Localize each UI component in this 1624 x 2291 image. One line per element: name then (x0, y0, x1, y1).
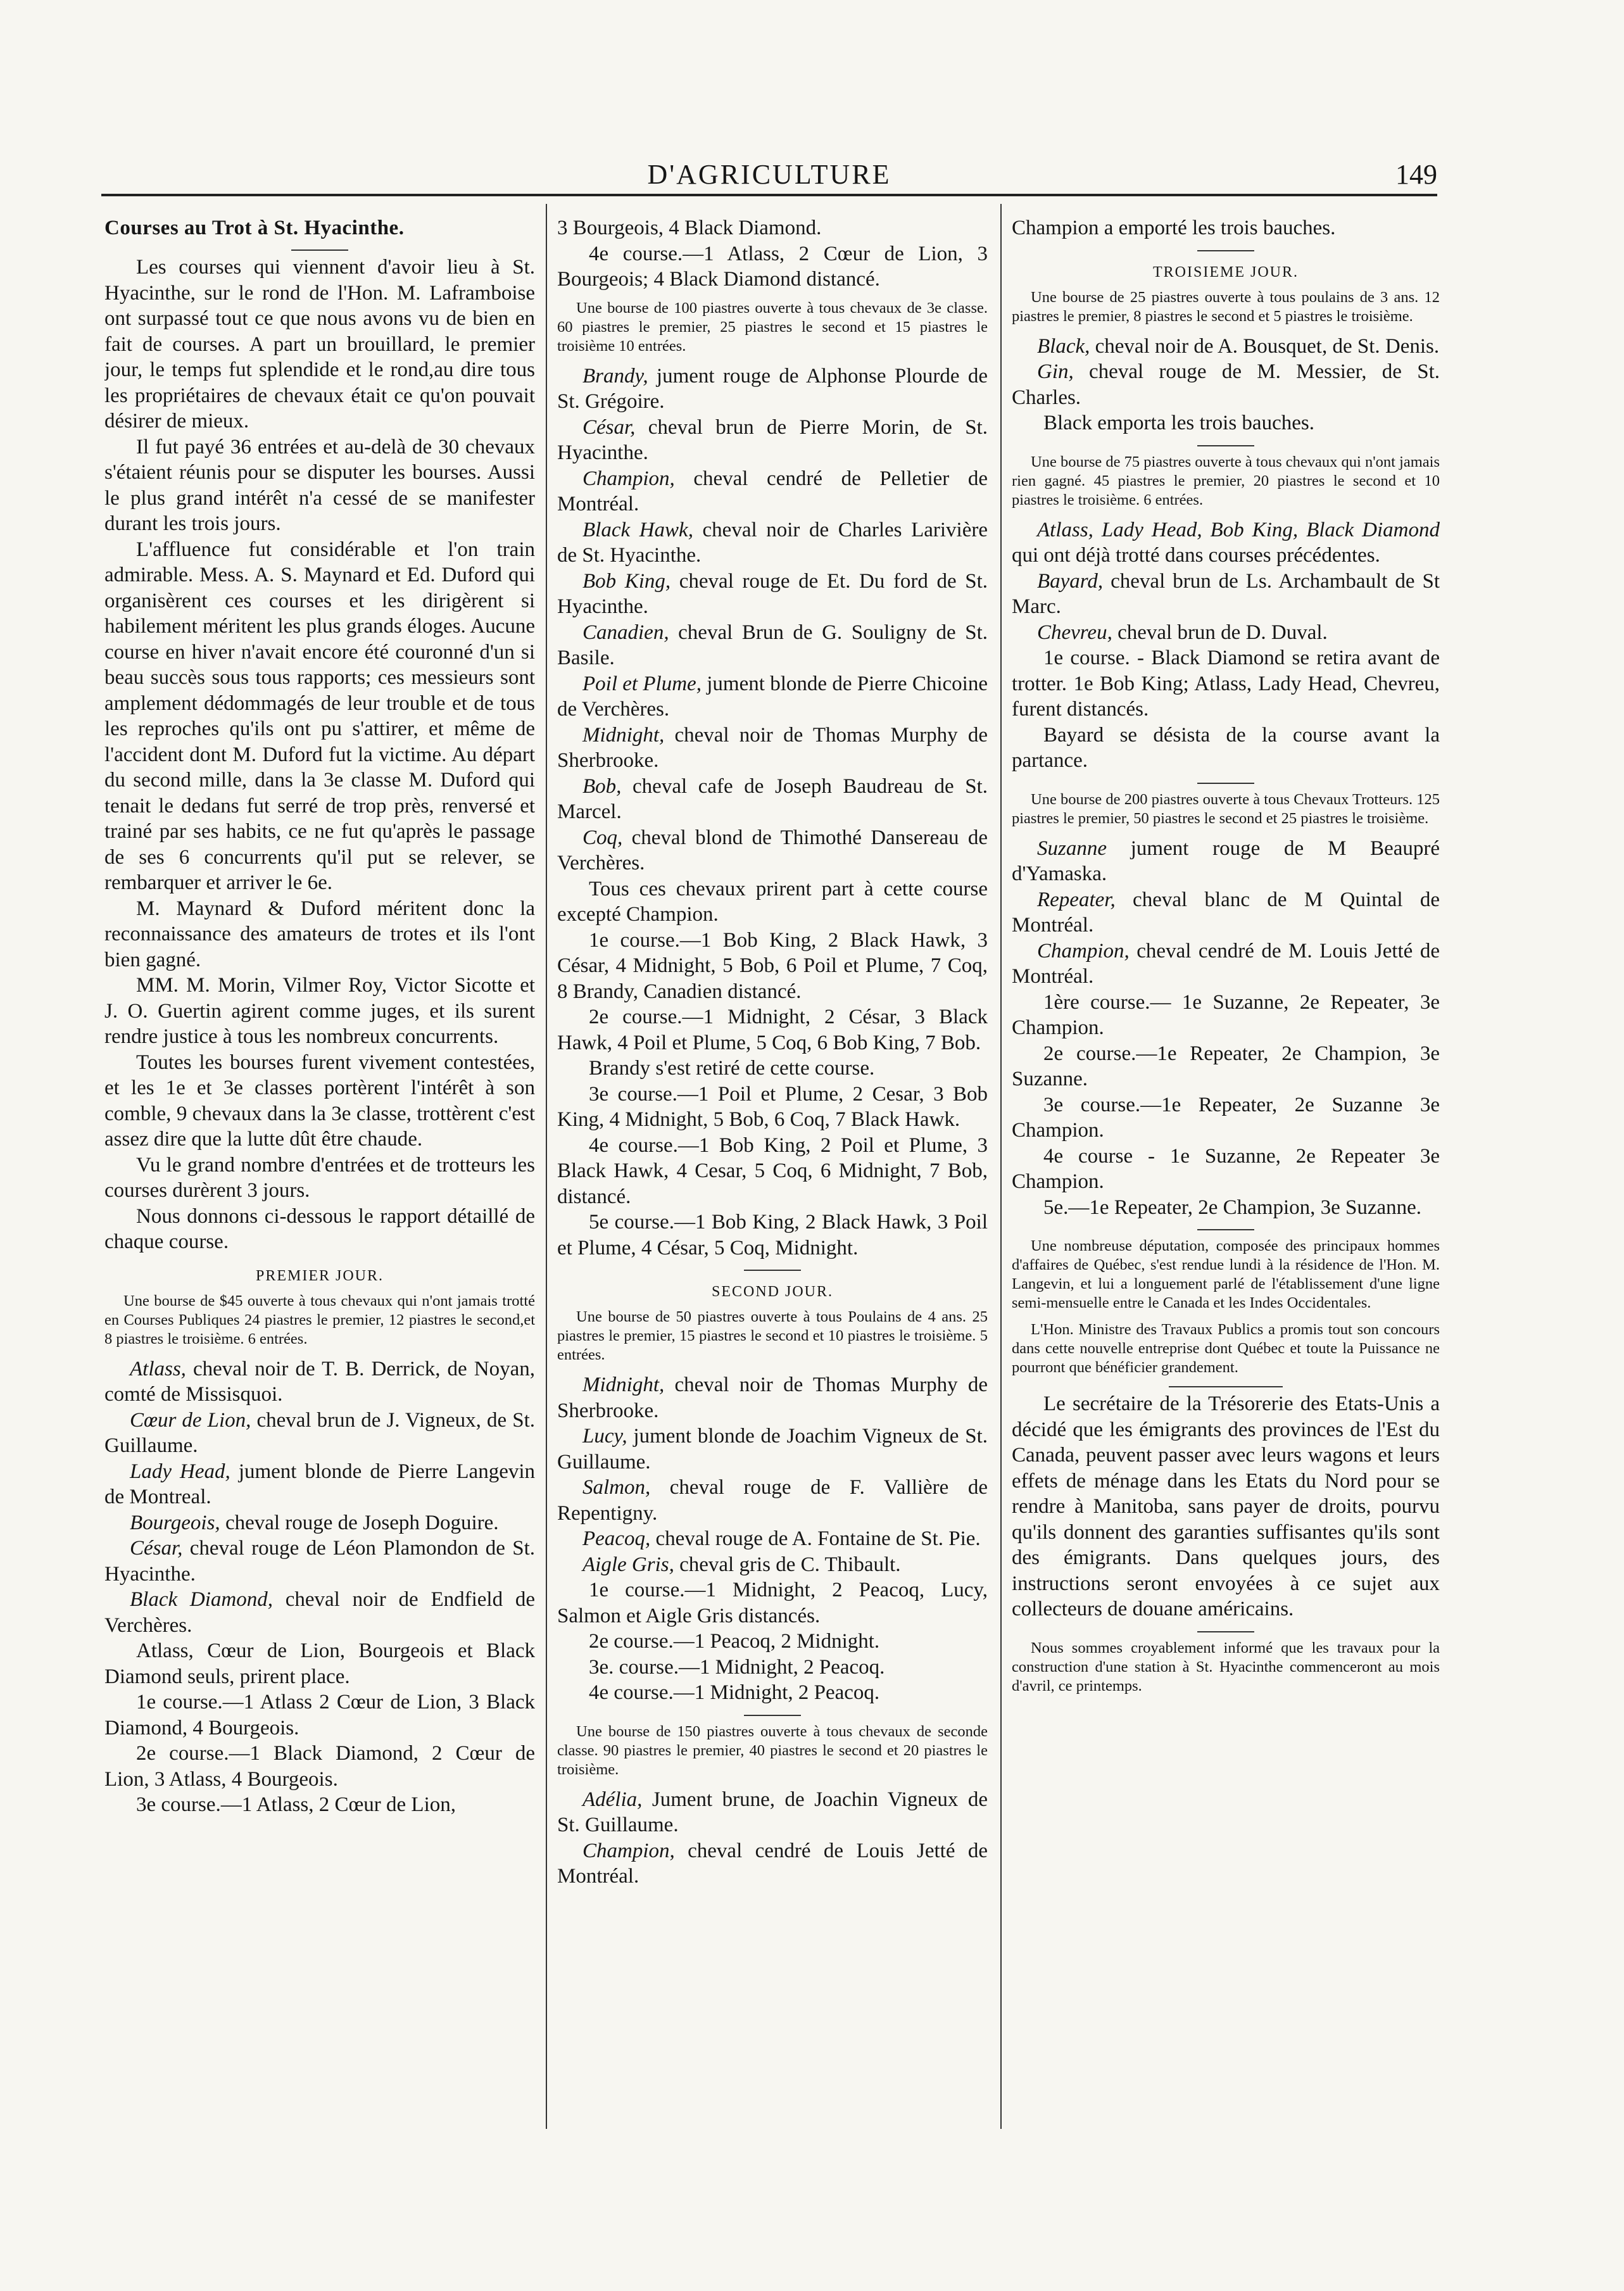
horse-entry (1012, 334, 1440, 360)
paragraph: 1e course. - Black Diamond se retira avant de trotter. 1e Bob King; Atlass, Lady Head, Chevreu, furent distancés. (1012, 647, 1440, 721)
section-separator (1197, 1229, 1254, 1230)
horse-description: cheval rouge de F. Vallière de Repentigny. (557, 1476, 988, 1525)
horse-entry (557, 1526, 988, 1552)
section-separator (744, 1270, 801, 1271)
small-print-notice: Une bourse de 150 piastres ouverte à tous chevaux de seconde classe. 90 piastres le premier, 40 piastres le second et 20 piastres le troisième. (557, 1722, 988, 1778)
paragraph: M. Maynard & Duford méritent donc la reconnaissance des amateurs de trotes et ils l'ont bien gagné. (104, 897, 535, 971)
running-title: D'AGRICULTURE (647, 159, 891, 190)
horse-entry (104, 1459, 535, 1510)
horse-name: Adélia, (582, 1788, 643, 1811)
section-separator (1197, 250, 1254, 251)
horse-name: Gin, (1037, 360, 1074, 383)
horse-entry (557, 569, 988, 620)
horse-description: cheval brun de J. Vigneux, de St. Guillaume. (104, 1408, 535, 1457)
column-1 (104, 215, 535, 1818)
horse-entry (557, 517, 988, 569)
small-print-notice: L'Hon. Ministre des Travaux Publics a promis tout son concours dans cette nouvelle entreprise dont Québec et toute la Puissance ne pourront que bénéficier grandement. (1012, 1321, 1440, 1376)
horse-name: Canadien, (582, 621, 669, 644)
horse-name: Atlass, Lady Head, Bob King, Black Diamond (1037, 518, 1440, 541)
horse-description: jument rouge de Alphonse Plourde de St. Grégoire. (557, 364, 988, 413)
horse-entry (1012, 359, 1440, 410)
horse-entry (557, 1372, 988, 1423)
paragraph: 3e. course.—1 Midnight, 2 Peacoq. (589, 1655, 885, 1679)
horse-name: César, (582, 415, 636, 439)
horse-description: cheval rouge de Joseph Doguire. (220, 1511, 499, 1534)
horse-entry (557, 774, 988, 825)
horse-description: cheval rouge de M. Messier, de St. Charles. (1012, 360, 1440, 409)
paragraph: L'affluence fut considérable et l'on train admirable. Mess. A. S. Maynard et Ed. Duford qui organisèrent ces courses et les dirigèrent si habilement méritent les plus grands éloges. Aucune course en hiver n'avait encore été couronné d'un si beau succès sous tous rapports; ces messieurs sont amplement dédommagés de leur trouble et de tous les reproches qu'ils ont pu s'attirer, et même de l'accident dont M. Duford fut la victime. Au départ du second mille, dans la 3e classe M. Duford qui tenait le dedans fut serré de trop près, renversé et trainé par ses habits, ce ne fut qu'après le passage de ses 6 concurrents qu'il put se relever, se rembarquer et arriver le 6e. (104, 538, 535, 894)
section-separator (1197, 783, 1254, 784)
paragraph: Brandy s'est retiré de cette course. (589, 1057, 875, 1080)
horse-entry (104, 1510, 535, 1536)
horse-name: Midnight, (582, 723, 665, 747)
horse-description: jument rouge de M Beaupré d'Yamaska. (1012, 836, 1440, 885)
horse-description: jument blonde de Pierre Chicoine de Verchères. (557, 672, 988, 721)
horse-name: Chevreu, (1037, 621, 1112, 644)
article-heading: Courses au Trot à St. Hyacinthe. (104, 217, 405, 239)
horse-name: Salmon, (582, 1476, 651, 1499)
horse-entry (104, 1536, 535, 1587)
paragraph: 5e course.—1 Bob King, 2 Black Hawk, 3 Poil et Plume, 4 César, 5 Coq, Midnight. (557, 1211, 988, 1259)
horse-name: Black Hawk, (582, 518, 693, 541)
paragraph: 4e course.—1 Atlass, 2 Cœur de Lion, 3 Bourgeois; 4 Black Diamond distancé. (557, 242, 988, 291)
horse-description: cheval rouge de Léon Plamondon de St. Hyacinthe. (104, 1537, 535, 1586)
paragraph: Atlass, Cœur de Lion, Bourgeois et Black Diamond seuls, prirent place. (104, 1639, 535, 1688)
paragraph: 1e course.—1 Midnight, 2 Peacoq, Lucy, Salmon et Aigle Gris distancés. (557, 1579, 988, 1627)
horse-description: cheval cendré de Louis Jetté de Montréal. (557, 1839, 988, 1888)
horse-name: Bourgeois, (130, 1511, 220, 1534)
horse-description: cheval brun de Pierre Morin, de St. Hyacinthe. (557, 415, 988, 464)
horse-description: cheval brun de D. Duval. (1112, 621, 1328, 644)
horse-name: César, (130, 1537, 183, 1560)
paragraph: Bayard se désista de la course avant la partance. (1012, 723, 1440, 772)
horse-name: Bob, (582, 774, 622, 798)
small-print-notice: Une bourse de 75 piastres ouverte à tous chevaux qui n'ont jamais rien gagné. 45 piastres le premier, 20 piastres le second et 10 piastres le troisième. 6 entrées. (1012, 453, 1440, 508)
horse-entry (557, 620, 988, 671)
paragraph: 1e course.—1 Atlass 2 Cœur de Lion, 3 Black Diamond, 4 Bourgeois. (104, 1691, 535, 1739)
paragraph: Black emporta les trois bauches. (1043, 412, 1314, 434)
horse-description: Jument brune, de Joachin Vigneux de St. Guillaume. (557, 1788, 988, 1836)
page-header (101, 158, 1437, 190)
paragraph: 3 Bourgeois, 4 Black Diamond. (557, 217, 822, 239)
column-divider-1 (546, 204, 547, 2129)
horse-entry (557, 415, 988, 466)
small-print-notice: Une bourse de 100 piastres ouverte à tous chevaux de 3e classe. 60 piastres le premier, 25 piastres le second et 15 piastres le troisième 10 entrées. (557, 299, 988, 355)
horse-entry (557, 1838, 988, 1890)
section-separator (1197, 1631, 1254, 1632)
horse-description: jument blonde de Pierre Langevin de Montreal. (104, 1460, 535, 1508)
horse-name: Champion, (582, 467, 675, 490)
horse-entry (1012, 569, 1440, 620)
paragraph: Le secrétaire de la Trésorerie des Etats-Unis a décidé que les émigrants des provinces de l'Est du Canada, peuvent passer avec leurs wagons et leurs effets de ménage dans les Etats du Nord pour se rendre à Manitoba, sans payer de droits, pourvu qu'ils donnent des garanties suffisantes qu'ils sont des émigrants. Dans quelques jours, des instructions seront envoyées à ce sujet aux collecteurs de douane américains. (1012, 1392, 1440, 1620)
horse-description: cheval rouge de A. Fontaine de St. Pie. (650, 1527, 981, 1550)
horse-description: cheval noir de Thomas Murphy de Sherbrooke. (557, 1373, 988, 1422)
horse-name: Black Diamond, (130, 1588, 273, 1611)
paragraph: 2e course.—1 Midnight, 2 César, 3 Black Hawk, 4 Poil et Plume, 5 Coq, 6 Bob King, 7 Bob. (557, 1006, 988, 1054)
horse-entry (1012, 836, 1440, 887)
horse-name: Lady Head, (130, 1460, 230, 1483)
paragraph: 3e course.—1e Repeater, 2e Suzanne 3e Champion. (1012, 1093, 1440, 1142)
horse-description: cheval cafe de Joseph Baudreau de St. Marcel. (557, 774, 988, 823)
horse-entry (557, 466, 988, 517)
section-separator (744, 1715, 801, 1716)
horse-name: Bayard, (1037, 569, 1104, 593)
horse-description: jument blonde de Joachim Vigneux de St. Guillaume. (557, 1425, 988, 1474)
paragraph: 4e course - 1e Suzanne, 2e Repeater 3e Champion. (1012, 1144, 1440, 1193)
paragraph: 2e course.—1e Repeater, 2e Champion, 3e Suzanne. (1012, 1042, 1440, 1090)
horse-entry (104, 1587, 535, 1638)
horse-description: cheval blond de Thimothé Dansereau de Verchères. (557, 826, 988, 874)
paragraph: Il fut payé 36 entrées et au-delà de 30 chevaux s'étaient réunis pour se disputer les bourses. Aussi le plus grand intérêt n'a cessé de se manifester durant les trois jours. (104, 435, 535, 535)
paragraph: Les courses qui viennent d'avoir lieu à St. Hyacinthe, sur le rond de l'Hon. M. Laframboise ont surpassé tout ce que nous avons vu de bien en fait de courses. A part un brouillard, le premier jour, le temps fut splendide et le rond,au dire tous les propriétaires de chevaux était ce qu'on pouvait désirer de mieux. (104, 256, 535, 432)
horse-description: cheval noir de T. B. Derrick, de Noyan, comté de Missisquoi. (104, 1357, 535, 1406)
horse-description: cheval noir de Endfield de Verchères. (104, 1588, 535, 1637)
horse-description: cheval cendré de M. Louis Jetté de Montréal. (1012, 939, 1440, 988)
paragraph: 2e course.—1 Black Diamond, 2 Cœur de Lion, 3 Atlass, 4 Bourgeois. (104, 1742, 535, 1791)
horse-description: qui ont déjà trotté dans courses précédentes. (1012, 544, 1380, 567)
horse-entry (1012, 938, 1440, 990)
paragraph: 5e.—1e Repeater, 2e Champion, 3e Suzanne. (1043, 1196, 1422, 1219)
horse-description: cheval noir de Thomas Murphy de Sherbrooke. (557, 723, 988, 772)
horse-entry (557, 723, 988, 774)
small-print-notice: Une bourse de $45 ouverte à tous chevaux qui n'ont jamais trotté en Courses Publiques 24 piastres le premier, 12 piastres le second,et 8 piastres le troisième. 6 entrées. (104, 1292, 535, 1347)
horse-name: Poil et Plume, (582, 672, 702, 695)
paragraph: 2e course.—1 Peacoq, 2 Midnight. (589, 1630, 880, 1653)
horse-description: cheval noir de A. Bousquet, de St. Denis. (1090, 334, 1440, 358)
horse-description: cheval cendré de Pelletier de Montréal. (557, 467, 988, 515)
horse-name: Lucy, (582, 1425, 627, 1448)
horse-name: Peacoq, (582, 1527, 651, 1550)
paragraph: 1e course.—1 Bob King, 2 Black Hawk, 3 César, 4 Midnight, 5 Bob, 6 Poil et Plume, 7 Coq, 8 Brandy, Canadien distancé. (557, 928, 988, 1003)
paragraph: Toutes les bourses furent vivement contestées, et les 1e et 3e classes portèrent l'intérêt à son comble, 9 chevaux dans la 3e classe, trottèrent c'est assez dire que la lutte dût être chaude. (104, 1051, 535, 1151)
small-print-notice: Une bourse de 50 piastres ouverte à tous Poulains de 4 ans. 25 piastres le premier, 15 piastres le second et 10 piastres le troisième. 5 entrées. (557, 1308, 988, 1363)
horse-description: cheval gris de C. Thibault. (674, 1553, 901, 1576)
small-print-notice: Une bourse de 25 piastres ouverte à tous poulains de 3 ans. 12 piastres le premier, 8 piastres le second et 5 piastres le troisième. (1012, 288, 1440, 325)
horse-name: Bob King, (582, 569, 671, 593)
day-heading: TROISIEME JOUR. (1152, 263, 1299, 281)
paragraph: Tous ces chevaux prirent part à cette course excepté Champion. (557, 877, 988, 926)
horse-entry (557, 363, 988, 415)
horse-entry (557, 1787, 988, 1838)
horse-entry (1012, 887, 1440, 938)
horse-entry (557, 671, 988, 723)
header-rule (101, 194, 1437, 196)
horse-description: cheval Brun de G. Souligny de St. Basile. (557, 621, 988, 669)
column-3 (1012, 215, 1440, 1703)
horse-name: Brandy, (582, 364, 648, 388)
horse-entry (557, 1423, 988, 1475)
day-heading: PREMIER JOUR. (255, 1267, 384, 1284)
paragraph: Nous donnons ci-dessous le rapport détaillé de chaque course. (104, 1204, 535, 1253)
column-2 (557, 215, 988, 1890)
small-print-notice: Nous sommes croyablement informé que les travaux pour la construction d'une station à St. Hyacinthe commenceront au mois d'avril, ce printemps. (1012, 1639, 1440, 1695)
horse-entry (104, 1356, 535, 1408)
horse-entry (104, 1408, 535, 1459)
horse-entry (1012, 517, 1440, 569)
paragraph: Vu le grand nombre d'entrées et de trotteurs les courses durèrent 3 jours. (104, 1153, 535, 1202)
horse-entry (557, 1475, 988, 1526)
horse-name: Suzanne (1037, 836, 1107, 860)
horse-name: Champion, (582, 1839, 675, 1862)
horse-name: Coq, (582, 826, 623, 849)
horse-description: cheval blanc de M Quintal de Montréal. (1012, 888, 1440, 937)
section-separator (291, 249, 348, 251)
small-print-notice: Une bourse de 200 piastres ouverte à tous Chevaux Trotteurs. 125 piastres le premier, 50 piastres le second et 25 piastres le troisième. (1012, 790, 1440, 827)
paragraph: 3e course.—1 Poil et Plume, 2 Cesar, 3 Bob King, 4 Midnight, 5 Bob, 6 Coq, 7 Black Hawk. (557, 1082, 988, 1131)
small-print-notice: Une nombreuse députation, composée des principaux hommes d'affaires de Québec, s'est rendue lundi à la résidence de l'Hon. M. Langevin, et lui a longuement parlé de l'établissement d'une ligne semi-mensuelle entre le Canada et les Indes Occidentales. (1012, 1237, 1440, 1311)
horse-entry (1012, 620, 1440, 646)
horse-entry (557, 825, 988, 876)
paragraph: 4e course.—1 Midnight, 2 Peacoq. (589, 1681, 880, 1704)
paragraph: MM. M. Morin, Vilmer Roy, Victor Sicotte et J. O. Guertin agirent comme juges, et ils surent rendre justice à tous les nombreux concurrents. (104, 974, 535, 1048)
horse-name: Aigle Gris, (582, 1553, 674, 1576)
paragraph: 3e course.—1 Atlass, 2 Cœur de Lion, (136, 1793, 456, 1816)
horse-name: Black, (1037, 334, 1090, 358)
horse-description: cheval brun de Ls. Archambault de St Marc. (1012, 569, 1440, 618)
horse-name: Midnight, (582, 1373, 665, 1396)
horse-name: Cœur de Lion, (130, 1408, 251, 1432)
horse-description: cheval rouge de Et. Du ford de St. Hyacinthe. (557, 569, 988, 618)
horse-description: cheval noir de Charles Larivière de St. Hyacinthe. (557, 518, 988, 567)
horse-entry (557, 1552, 988, 1578)
page-number: 149 (1395, 159, 1437, 190)
horse-name: Atlass, (130, 1357, 186, 1380)
paragraph: 4e course.—1 Bob King, 2 Poil et Plume, 3 Black Hawk, 4 Cesar, 5 Coq, 6 Midnight, 7 Bob, distancé. (557, 1133, 988, 1208)
column-divider-2 (1000, 204, 1002, 2129)
section-separator (1169, 1386, 1283, 1387)
horse-name: Champion, (1037, 939, 1130, 962)
day-heading: SECOND JOUR. (711, 1284, 834, 1300)
section-separator (1197, 445, 1254, 446)
horse-name: Repeater, (1037, 888, 1116, 911)
paragraph: 1ère course.— 1e Suzanne, 2e Repeater, 3e Champion. (1012, 990, 1440, 1039)
paragraph: Champion a emporté les trois bauches. (1012, 217, 1336, 239)
